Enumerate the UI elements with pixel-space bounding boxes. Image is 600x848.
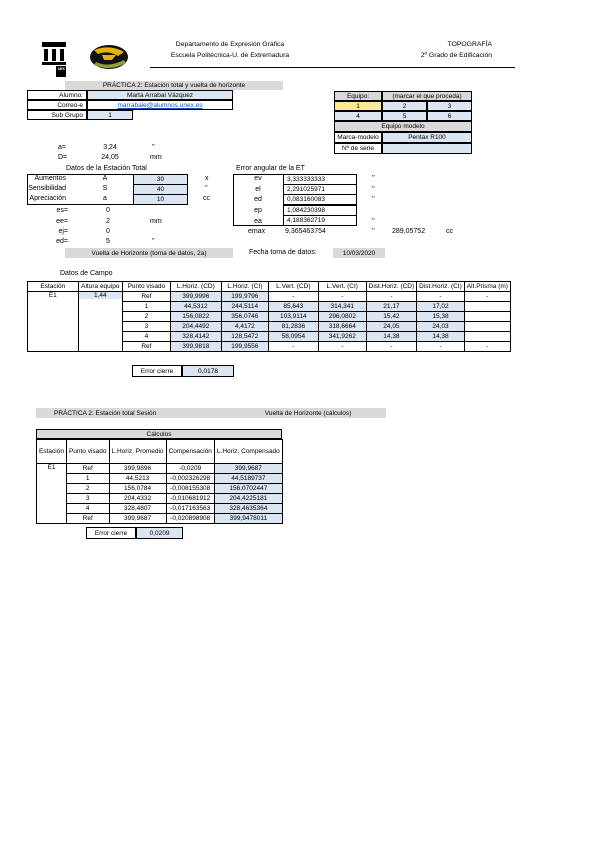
table-cell: 156,0702447 — [214, 484, 282, 494]
table-cell: 399,9478011 — [214, 514, 282, 524]
table-cell[interactable]: 24,05 — [366, 322, 417, 332]
table-cell[interactable]: 328,4142 — [170, 332, 221, 342]
table-cell[interactable]: 14,38 — [366, 332, 417, 342]
extra-unit-3: '' — [152, 238, 155, 245]
table-row — [37, 504, 283, 514]
station-unit-2: cc — [203, 195, 210, 202]
campo-header-lv-cd: L.Vert. (CD) — [268, 282, 318, 292]
correo-label: Correo-e — [27, 100, 87, 110]
table-cell[interactable]: 4,4172 — [221, 322, 268, 332]
calc-header-compensacion: Compensación — [166, 440, 214, 464]
vuelta-label: Vuelta de Horizonte (toma de datos, 2a) — [65, 248, 233, 258]
emax-cc-unit: cc — [446, 228, 453, 235]
table-cell: 1 — [66, 474, 109, 484]
table-cell: - — [464, 292, 510, 302]
campo-header-lv-ci: L.Vert. (CI) — [318, 282, 366, 292]
table-cell[interactable]: 21,17 — [366, 302, 417, 312]
serie-label: Nº de serie — [334, 143, 382, 154]
calc-station: E1 — [37, 464, 67, 524]
error-label-0: ev — [254, 175, 262, 182]
calc-header-estacion: Estación — [37, 440, 67, 464]
emax-unit: '' — [372, 228, 375, 235]
table-cell: - — [318, 342, 366, 352]
calc-header-row — [37, 440, 283, 464]
table-cell[interactable]: 103,9114 — [268, 312, 318, 322]
calc-header-promedio: L.Horiz. Promedio — [109, 440, 166, 464]
table-cell: 156,0784 — [109, 484, 166, 494]
table-cell: Ref — [66, 514, 109, 524]
param-a-value: 3,24 — [103, 144, 117, 151]
apreciacion-field[interactable]: 10 — [133, 194, 188, 205]
table-cell: - — [366, 292, 417, 302]
calc-group-title: Cálculos — [36, 429, 282, 439]
table-cell[interactable]: 399,9818 — [170, 342, 221, 352]
error-unit-1: '' — [372, 186, 375, 193]
header-rule — [150, 67, 515, 68]
university-logo — [38, 40, 72, 78]
table-cell[interactable]: 15,38 — [417, 312, 465, 322]
table-cell: - — [318, 292, 366, 302]
table-cell: 4 — [123, 332, 171, 342]
correo-field[interactable] — [87, 100, 233, 110]
table-cell: Ref — [66, 464, 109, 474]
campo-header-dh-cd: Dist.Horiz. (CD) — [366, 282, 417, 292]
table-cell: -0,010681912 — [166, 494, 214, 504]
station-title: Datos de la Estación Total — [66, 165, 147, 172]
table-cell: 204,4225181 — [214, 494, 282, 504]
table-cell[interactable]: 318,6664 — [318, 322, 366, 332]
error-value-3: 1,084230398 — [283, 205, 357, 216]
error-value-0: 3,333333333 — [283, 174, 357, 185]
error-value-1: 2,291025971 — [283, 184, 357, 195]
subject-name: TOPOGRAFÍA — [447, 41, 492, 48]
extra-label-3: ed= — [56, 238, 68, 245]
extra-value-2: 0 — [106, 228, 110, 235]
fecha-field[interactable]: 10/03/2020 — [333, 248, 385, 258]
table-cell: 399,9896 — [109, 464, 166, 474]
equipo-option-3[interactable]: 3 — [427, 101, 472, 111]
equipo-option-2[interactable]: 2 — [382, 101, 427, 111]
campo-header-dh-ci: Dist.Horiz. (CI) — [417, 282, 465, 292]
table-cell: 328,4635364 — [214, 504, 282, 514]
sensibilidad-field[interactable]: 40 — [133, 184, 188, 195]
aumentos-field[interactable]: 30 — [133, 174, 188, 185]
table-cell: -0,017163563 — [166, 504, 214, 514]
table-cell: 3 — [66, 494, 109, 504]
table-row — [37, 514, 283, 524]
extra-label-2: ej= — [58, 228, 68, 235]
table-cell: 2 — [66, 484, 109, 494]
table-cell[interactable]: 81,2836 — [268, 322, 318, 332]
campo-header-altura: Altura equipo — [78, 282, 122, 292]
emax-cc-value: 289,05752 — [392, 228, 426, 235]
dept-name: Departamento de Expresión Gráfica — [175, 41, 285, 48]
table-cell: - — [417, 292, 465, 302]
table-cell[interactable]: 58,0954 — [268, 332, 318, 342]
campo-altura[interactable]: 1,44 — [79, 292, 122, 299]
extra-label-1: ee= — [56, 218, 68, 225]
equipo-note: (marcar el que proceda) — [382, 91, 472, 101]
table-cell[interactable]: 85,643 — [268, 302, 318, 312]
logo-letters: UEX — [58, 67, 65, 71]
table-cell[interactable]: 199,9796 — [221, 292, 268, 302]
param-a-unit: '' — [152, 144, 155, 151]
practice-title: PRÁCTICA 2: Estación total y vuelta de horizonte — [65, 81, 283, 90]
table-cell: Ref — [123, 292, 171, 302]
station-sym-0: A — [102, 175, 108, 182]
table-cell: - — [268, 342, 318, 352]
error-label-1: el — [255, 186, 261, 193]
calc-cierre-value: 0,0209 — [136, 527, 183, 539]
campo-header-punto: Punto visado — [123, 282, 171, 292]
table-cell — [464, 332, 510, 342]
table-cell[interactable]: 15,42 — [366, 312, 417, 322]
calc-table — [36, 439, 283, 524]
table-cell[interactable]: 199,9556 — [221, 342, 268, 352]
table-cell: - — [366, 342, 417, 352]
error-value-2: 0,083160083 — [283, 194, 357, 205]
table-cell[interactable]: 341,9262 — [318, 332, 366, 342]
table-cell: 3 — [123, 322, 171, 332]
equipo-option-6[interactable]: 6 — [427, 111, 472, 121]
table-cell[interactable]: 296,0802 — [318, 312, 366, 322]
error-value-4: 4,188362719 — [283, 215, 357, 226]
error-label-4: ea — [254, 218, 262, 225]
equipo-modelo-title: Equipo modelo — [334, 121, 472, 132]
marca-field[interactable]: Pentax R100 — [382, 132, 472, 143]
calc-title-right: Vuelta de Horizonte (cálculos) — [230, 408, 386, 418]
table-cell: 44,5189737 — [214, 474, 282, 484]
table-row — [37, 494, 283, 504]
campo-header-prisma: Alt.Prisma (m) — [464, 282, 510, 292]
campo-cierre-value: 0,0178 — [182, 365, 234, 377]
table-cell[interactable]: 17,02 — [417, 302, 465, 312]
table-cell — [464, 322, 510, 332]
school-logo-icon — [88, 42, 130, 72]
campo-title: Datos de Campo — [60, 270, 113, 277]
table-cell[interactable]: 204,4492 — [170, 322, 221, 332]
error-unit-2: '' — [372, 196, 375, 203]
error-label-3: ep — [254, 207, 262, 214]
subgrupo-field[interactable]: 1 — [87, 110, 133, 120]
table-row — [37, 484, 283, 494]
emax-label: emax — [248, 228, 266, 235]
table-cell: -0,002326298 — [166, 474, 214, 484]
table-cell[interactable]: 314,341 — [318, 302, 366, 312]
table-cell: 328,4807 — [109, 504, 166, 514]
calc-header-compensado: L.Horiz. Compensado — [214, 440, 282, 464]
campo-table — [27, 281, 511, 352]
table-cell[interactable]: 44,5312 — [170, 302, 221, 312]
error-unit-4: '' — [372, 218, 375, 225]
campo-cierre-label: Error cierre — [132, 365, 182, 377]
table-cell[interactable]: 128,5472 — [221, 332, 268, 342]
table-row — [37, 474, 283, 484]
campo-header-lh-ci: L.Horiz. (CI) — [221, 282, 268, 292]
subgrupo-label: Sub Grupo — [27, 110, 87, 120]
fecha-label: Fecha toma de datos: — [249, 249, 317, 256]
table-cell: -0,020898908 — [166, 514, 214, 524]
station-unit-1: '' — [205, 185, 208, 192]
station-label-1: Sensibilidad — [28, 185, 66, 192]
param-D-value: 24,05 — [101, 154, 119, 161]
table-cell: 2 — [123, 312, 171, 322]
table-cell: 4 — [66, 504, 109, 514]
table-row — [37, 464, 283, 474]
equipo-option-1[interactable]: 1 — [334, 101, 382, 111]
param-a-label: a= — [58, 144, 66, 151]
calc-title-left: PRÁCTICA 2: Estación total Sesión — [36, 408, 230, 418]
extra-label-0: es= — [56, 207, 68, 214]
school-name: Escuela Politécnica-U. de Extremadura — [170, 52, 290, 59]
error-title: Error angular de la ET — [236, 165, 305, 172]
error-unit-0: '' — [372, 175, 375, 182]
table-cell: 1 — [123, 302, 171, 312]
table-cell — [464, 312, 510, 322]
param-D-unit: mm — [150, 154, 162, 161]
table-cell — [464, 302, 510, 312]
campo-header-estacion: Estación — [28, 282, 79, 292]
error-label-2: ed — [254, 196, 262, 203]
campo-header-row — [28, 282, 511, 292]
table-cell: 44,5213 — [109, 474, 166, 484]
table-cell[interactable]: 356,0746 — [221, 312, 268, 322]
table-cell: Ref — [123, 342, 171, 352]
campo-altura-cell — [78, 292, 122, 352]
station-unit-0: x — [205, 175, 209, 182]
table-cell: 399,9687 — [109, 514, 166, 524]
correo-link[interactable]: marrabale@alumnos.unex.es — [117, 101, 203, 109]
table-cell: - — [417, 342, 465, 352]
emax-value: 9,365463754 — [285, 228, 326, 235]
table-cell[interactable]: 156,0822 — [170, 312, 221, 322]
alumno-field[interactable]: Marta Arrabal Vázquez — [87, 90, 233, 100]
degree-name: 2º Grado de Edificación — [420, 52, 492, 59]
extra-value-3: 5 — [106, 238, 110, 245]
table-cell[interactable]: 14,38 — [417, 332, 465, 342]
table-row — [28, 292, 511, 302]
calc-cierre-label: Error cierre — [86, 527, 136, 539]
serie-field[interactable] — [382, 143, 472, 154]
extra-value-1: 2 — [106, 218, 110, 225]
table-cell[interactable]: 399,9996 — [170, 292, 221, 302]
table-cell[interactable]: 24,03 — [417, 322, 465, 332]
equipo-option-4[interactable]: 4 — [334, 111, 382, 121]
extra-value-0: 0 — [106, 207, 110, 214]
table-cell: - — [268, 292, 318, 302]
calc-header-punto: Punto visado — [66, 440, 109, 464]
station-label-2: Apreciación — [29, 195, 66, 202]
equipo-option-5[interactable]: 5 — [382, 111, 427, 121]
alumno-label: Alumno: — [27, 90, 87, 100]
station-sym-1: S — [102, 185, 108, 192]
station-sym-2: a — [103, 195, 107, 202]
table-cell[interactable]: 244,5114 — [221, 302, 268, 312]
table-cell: - — [464, 342, 510, 352]
table-cell: 204,4332 — [109, 494, 166, 504]
table-cell: -0,008155308 — [166, 484, 214, 494]
station-label-0: Aumentos — [34, 175, 66, 182]
equipo-label: Equipo: — [334, 91, 382, 101]
campo-header-lh-cd: L.Horiz. (CD) — [170, 282, 221, 292]
table-cell: -0,0209 — [166, 464, 214, 474]
marca-label: Marca-modelo — [334, 132, 382, 143]
extra-unit-1: mm — [150, 218, 162, 225]
campo-station: E1 — [28, 292, 79, 352]
table-cell: 399,9687 — [214, 464, 282, 474]
param-D-label: D= — [58, 154, 68, 161]
